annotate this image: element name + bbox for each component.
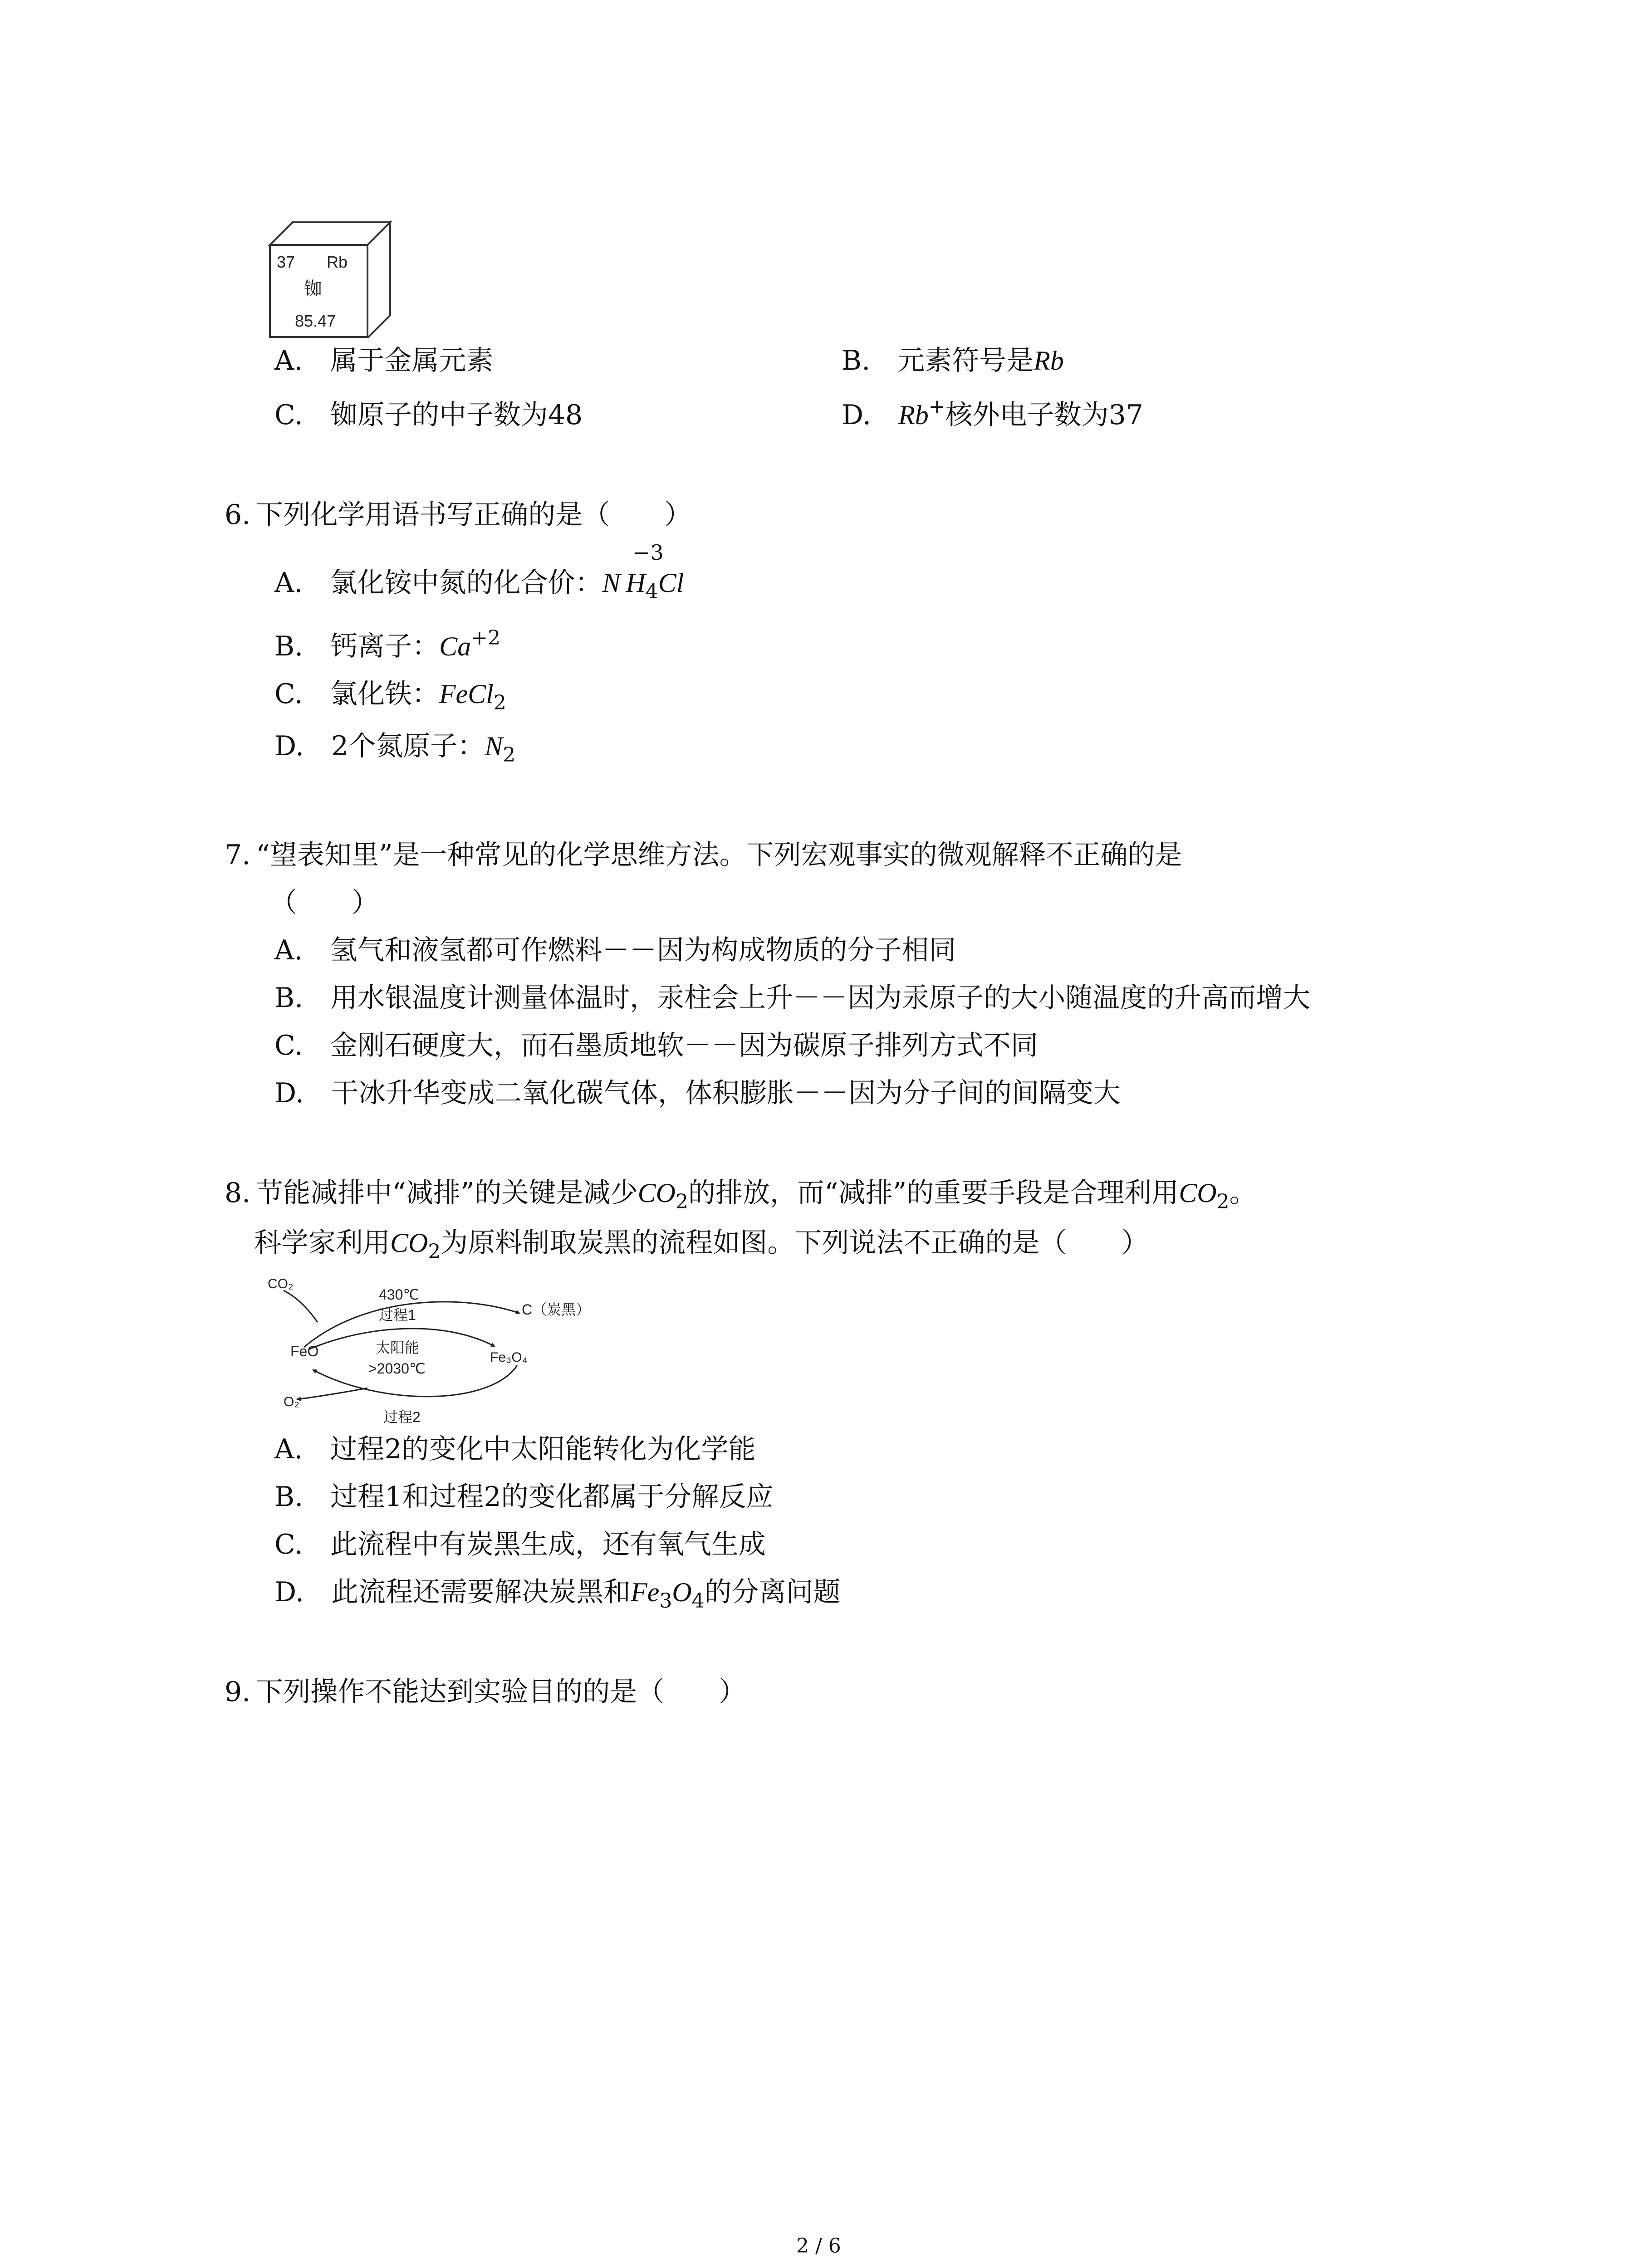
label-process-2: 过程2 <box>383 1409 421 1425</box>
q5-option-b: B. 元素符号是Rb <box>842 345 1064 376</box>
q6-option-a: A. 氯化铵中氮的化合价：N $H_4Cl$ <box>274 567 684 603</box>
q9-stem: 9. 下列操作不能达到实验目的的是（ ） <box>225 1676 746 1708</box>
q8-option-d: D. 此流程还需要解决炭黑和$Fe_3O_4$的分离问题 <box>274 1576 841 1613</box>
q5-option-d: D. Rb+核外电子数为37 <box>842 395 1143 431</box>
label-fe3o4: Fe₃O₄ <box>490 1350 528 1365</box>
q6-option-c: C. 氯化铁：FeCl$_2$ <box>274 678 506 714</box>
arrow-co2-in <box>284 1290 318 1322</box>
q8-stem-line1: 8. 节能减排中“减排”的关键是减少$CO_2$的排放，而“减排”的重要手段是合理利用$CO_2$。 <box>225 1177 1257 1213</box>
q8-option-a: A. 过程2的变化中太阳能转化为化学能 <box>274 1433 756 1465</box>
q7-stem-line2: （ ） <box>270 887 379 919</box>
label-process-1: 过程1 <box>379 1307 416 1323</box>
arrow-o2-out <box>297 1388 367 1399</box>
label-feo: FeO <box>290 1343 319 1359</box>
page-number: 2 / 6 <box>796 2234 841 2258</box>
element-mass: 85.47 <box>295 312 336 330</box>
carbon-black-process-diagram <box>263 1270 617 1433</box>
q5-option-c: C. 铷原子的中子数为48 <box>274 399 583 431</box>
element-symbol: Rb <box>327 253 348 271</box>
label-carbon-black: C（炭黑） <box>522 1301 591 1318</box>
q7-option-d: D. 干冰升华变成二氧化碳气体，体积膨胀－－因为分子间的间隔变大 <box>274 1077 1121 1109</box>
element-number: 37 <box>277 253 295 271</box>
q5-option-a: A. 属于金属元素 <box>274 345 494 376</box>
q6-option-d: D. 2个氮原子：$N_2$ <box>274 730 516 767</box>
q7-option-a: A. 氢气和液氢都可作燃料－－因为构成物质的分子相同 <box>274 934 956 966</box>
rubidium-element-card <box>265 218 395 338</box>
q8-stem-line2: 科学家利用$CO_2$为原料制取炭黑的流程如图。下列说法不正确的是（ ） <box>254 1227 1149 1263</box>
q7-stem-line1: 7. “望表知里”是一种常见的化学思维方法。下列宏观事实的微观解释不正确的是 <box>225 839 1182 871</box>
label-temp-430: 430℃ <box>379 1286 420 1303</box>
label-solar-energy: 太阳能 <box>376 1339 420 1356</box>
q7-option-b: B. 用水银温度计测量体温时，汞柱会上升－－因为汞原子的大小随温度的升高而增大 <box>274 982 1311 1014</box>
element-name: 铷 <box>304 279 322 299</box>
q8-option-b: B. 过程1和过程2的变化都属于分解反应 <box>274 1481 774 1513</box>
q6-stem: 6. 下列化学用语书写正确的是（ ） <box>225 499 692 531</box>
label-temp-2030: >2030℃ <box>368 1360 426 1377</box>
label-o2: O₂ <box>284 1394 299 1409</box>
q6-option-b: B. 钙离子：$Ca^{+2}$ <box>274 626 501 662</box>
q6-valence-mark: −3 <box>633 540 664 565</box>
label-co2: CO₂ <box>268 1276 294 1291</box>
q8-option-c: C. 此流程中有炭黑生成，还有氧气生成 <box>274 1529 766 1560</box>
q7-option-c: C. 金刚石硬度大，而石墨质地软－－因为碳原子排列方式不同 <box>274 1030 1038 1061</box>
